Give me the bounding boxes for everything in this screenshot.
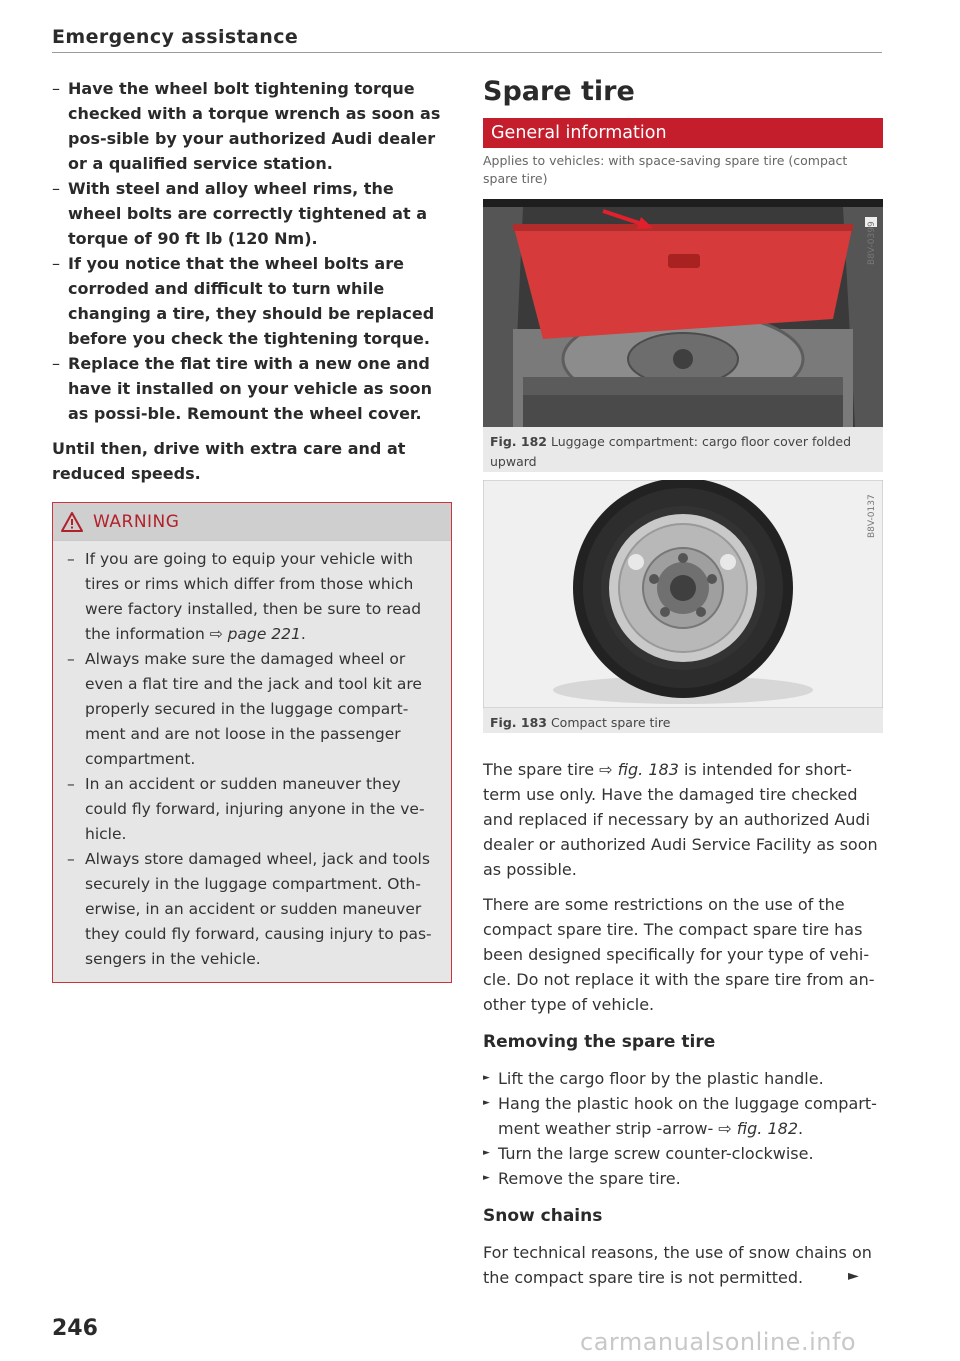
compact-spare-tire-photo <box>483 480 883 708</box>
left-column <box>52 76 452 983</box>
step-item <box>483 1091 883 1141</box>
bullet-item: – Have the wheel bolt tightening torque checked with a torque wrench as soon as pos-sible by your authorized Audi dealer or a qualified service station. <box>52 76 452 176</box>
warning-list <box>53 541 451 982</box>
figure-reference-link[interactable]: ⇨ fig. 183 <box>599 760 679 779</box>
removal-steps <box>483 1066 883 1191</box>
figure-reference-link[interactable]: ⇨ fig. 182 <box>718 1119 798 1138</box>
procedure-bullets <box>52 76 452 426</box>
figure-label: Fig. 182 <box>490 434 547 449</box>
caution-text: Until then, drive with extra care and at reduced speeds. <box>52 439 406 483</box>
section-title: Spare tire <box>483 76 635 107</box>
watermark: carmanualsonline.info <box>580 1328 857 1356</box>
figure-caption <box>490 713 875 733</box>
warning-item-text: If you are going to equip your vehicle with tires or rims which differ from those which were factory installed, then be sure to read the information <box>85 550 422 643</box>
paragraph: For technical reasons, the use of snow chains on the compact spare tire is not permitted. <box>483 1243 872 1287</box>
warning-item: – Always make sure the damaged wheel or even a flat tire and the jack and tool kit are properly secured in the luggage compart-ment and are not loose in the passenger compartment. <box>67 647 437 772</box>
warning-item <box>67 547 437 647</box>
warning-triangle-icon <box>61 512 83 532</box>
paragraph-text: is intended for short-term use only. Have the damaged tire checked and replaced if necessary by an authorized Audi dealer or authorized Audi Service Facility as soon as possible. <box>483 760 878 879</box>
figure-183 <box>483 480 883 733</box>
step-text: Hang the plastic hook on the luggage compart-ment weather strip -arrow- <box>498 1094 877 1138</box>
subsection-heading: Removing the spare tire <box>483 1032 716 1052</box>
page-reference-link[interactable]: ⇨ page 221 <box>209 625 301 643</box>
figure-code: B8V-0137 <box>867 494 877 538</box>
step-item: ► Turn the large screw counter-clockwise. <box>483 1141 883 1166</box>
bullet-item: – With steel and alloy wheel rims, the wheel bolts are correctly tightened at a torque of 90 ft lb (120 Nm). <box>52 176 452 251</box>
right-column-header <box>483 76 883 188</box>
page-header-title: Emergency assistance <box>52 26 299 48</box>
bullet-item: – If you notice that the wheel bolts are corroded and difficult to turn while changing a tire, they should be replaced before you check the tightening torque. <box>52 251 452 351</box>
warning-item: – In an accident or sudden maneuver they could fly forward, injuring anyone in the ve-hicle. <box>67 772 437 847</box>
luggage-compartment-photo <box>483 199 883 427</box>
subsection-heading: Snow chains <box>483 1206 603 1226</box>
paragraph <box>483 757 883 882</box>
applicability-note: Applies to vehicles: with space-saving spare tire (compact spare tire) <box>483 153 848 186</box>
warning-item-tail: . <box>300 625 306 643</box>
page-number: 246 <box>52 1316 98 1341</box>
figure-caption-text: Luggage compartment: cargo floor cover folded upward <box>490 434 852 469</box>
header-divider <box>52 52 882 53</box>
warning-item: – Always store damaged wheel, jack and tools securely in the luggage compartment. Oth-erwise, in an accident or sudden maneuver they could fly forward, causing injury to pas-sengers in the vehicle. <box>67 847 437 972</box>
figure-caption-text: Compact spare tire <box>550 715 671 730</box>
step-item: ► Remove the spare tire. <box>483 1166 883 1191</box>
paragraph: There are some restrictions on the use of the compact spare tire. The compact spare tire has been designed specifically for your type of vehi-cle. Do not replace it with the spare tire from an-other type of vehicle. <box>483 895 875 1014</box>
step-tail: . <box>798 1119 804 1138</box>
step-item: ► Lift the cargo floor by the plastic handle. <box>483 1066 883 1091</box>
paragraph-text: The spare tire <box>483 760 600 779</box>
figure-code: B8V-0399 <box>867 221 877 265</box>
continue-arrow-icon: ► <box>848 1268 859 1284</box>
subsection-banner: General information <box>483 118 883 148</box>
warning-box <box>52 502 452 983</box>
warning-title: WARNING <box>93 511 180 532</box>
figure-182 <box>483 199 883 472</box>
figure-label: Fig. 183 <box>490 715 547 730</box>
bullet-item: – Replace the flat tire with a new one and have it installed on your vehicle as soon as possi-ble. Remount the wheel cover. <box>52 351 452 426</box>
figure-caption <box>490 432 875 472</box>
warning-header <box>53 503 451 541</box>
